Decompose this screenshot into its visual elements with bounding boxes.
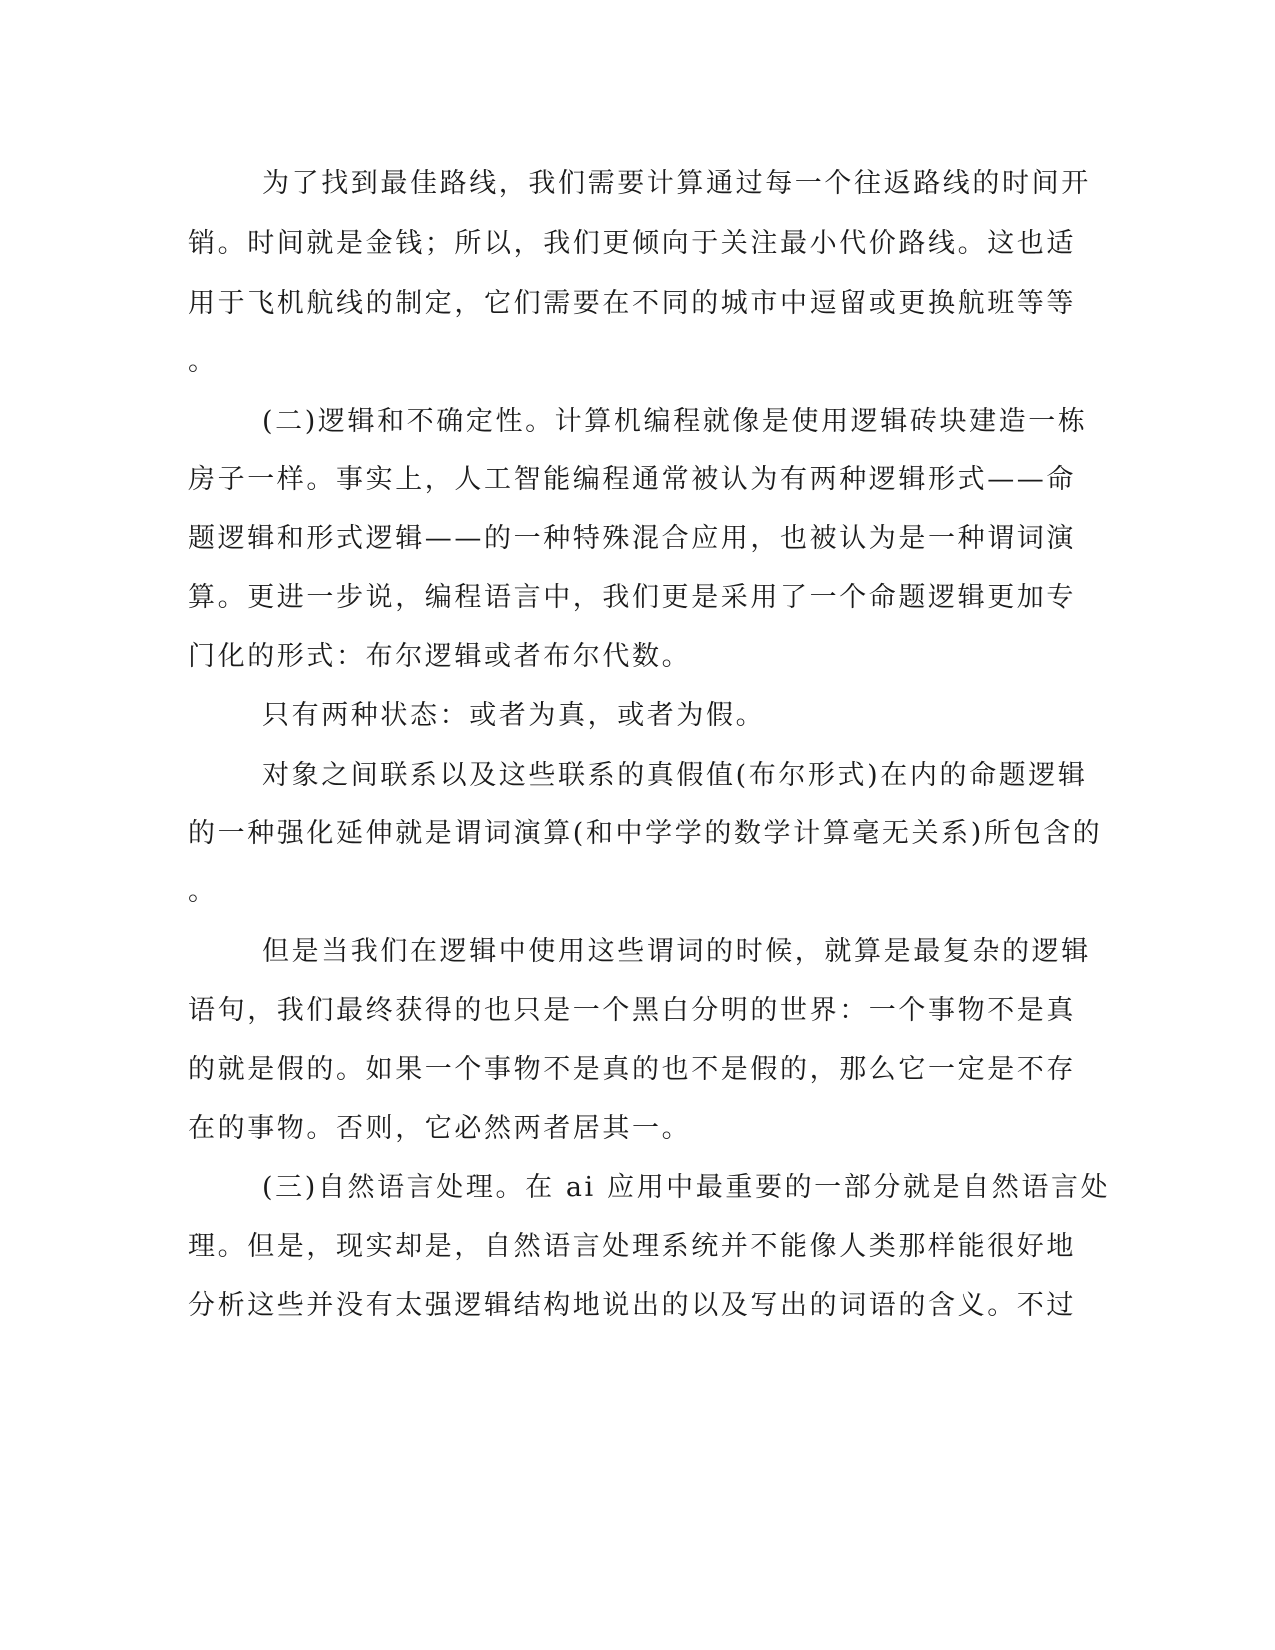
paragraph-1-line-1: 为了找到最佳路线，我们需要计算通过每一个往返路线的时间开	[262, 168, 1091, 199]
paragraph-1-line-2: 销。时间就是金钱；所以，我们更倾向于关注最小代价路线。这也适	[188, 228, 1076, 259]
paragraph-5-line-4: 在的事物。否则，它必然两者居其一。	[188, 1113, 692, 1144]
paragraph-2-line-5: 门化的形式：布尔逻辑或者布尔代数。	[188, 641, 692, 672]
paragraph-6-line-1: (三)自然语言处理。在 ai 应用中最重要的一部分就是自然语言处	[262, 1172, 1111, 1203]
paragraph-6-line-2: 理。但是，现实却是，自然语言处理系统并不能像人类那样能很好地	[188, 1231, 1076, 1262]
paragraph-5-line-1: 但是当我们在逻辑中使用这些谓词的时候，就算是最复杂的逻辑	[262, 936, 1091, 967]
paragraph-3-line-1: 只有两种状态：或者为真，或者为假。	[262, 700, 766, 731]
paragraph-4-line-3: 。	[188, 876, 218, 907]
paragraph-2-line-1: (二)逻辑和不确定性。计算机编程就像是使用逻辑砖块建造一栋	[262, 406, 1088, 437]
paragraph-5-line-2: 语句，我们最终获得的也只是一个黑白分明的世界：一个事物不是真	[188, 995, 1076, 1026]
paragraph-2-line-3: 题逻辑和形式逻辑——的一种特殊混合应用，也被认为是一种谓词演	[188, 523, 1076, 554]
paragraph-1-line-4: 。	[188, 346, 218, 377]
paragraph-5-line-3: 的就是假的。如果一个事物不是真的也不是假的，那么它一定是不存	[188, 1054, 1076, 1085]
paragraph-4-line-1: 对象之间联系以及这些联系的真假值(布尔形式)在内的命题逻辑	[262, 760, 1088, 791]
paragraph-4-line-2: 的一种强化延伸就是谓词演算(和中学学的数学计算毫无关系)所包含的	[188, 818, 1103, 849]
paragraph-2-line-4: 算。更进一步说，编程语言中，我们更是采用了一个命题逻辑更加专	[188, 582, 1076, 613]
paragraph-6-line-3: 分析这些并没有太强逻辑结构地说出的以及写出的词语的含义。不过	[188, 1290, 1076, 1321]
paragraph-1-line-3: 用于飞机航线的制定，它们需要在不同的城市中逗留或更换航班等等	[188, 288, 1076, 319]
paragraph-2-line-2: 房子一样。事实上，人工智能编程通常被认为有两种逻辑形式——命	[188, 464, 1076, 495]
